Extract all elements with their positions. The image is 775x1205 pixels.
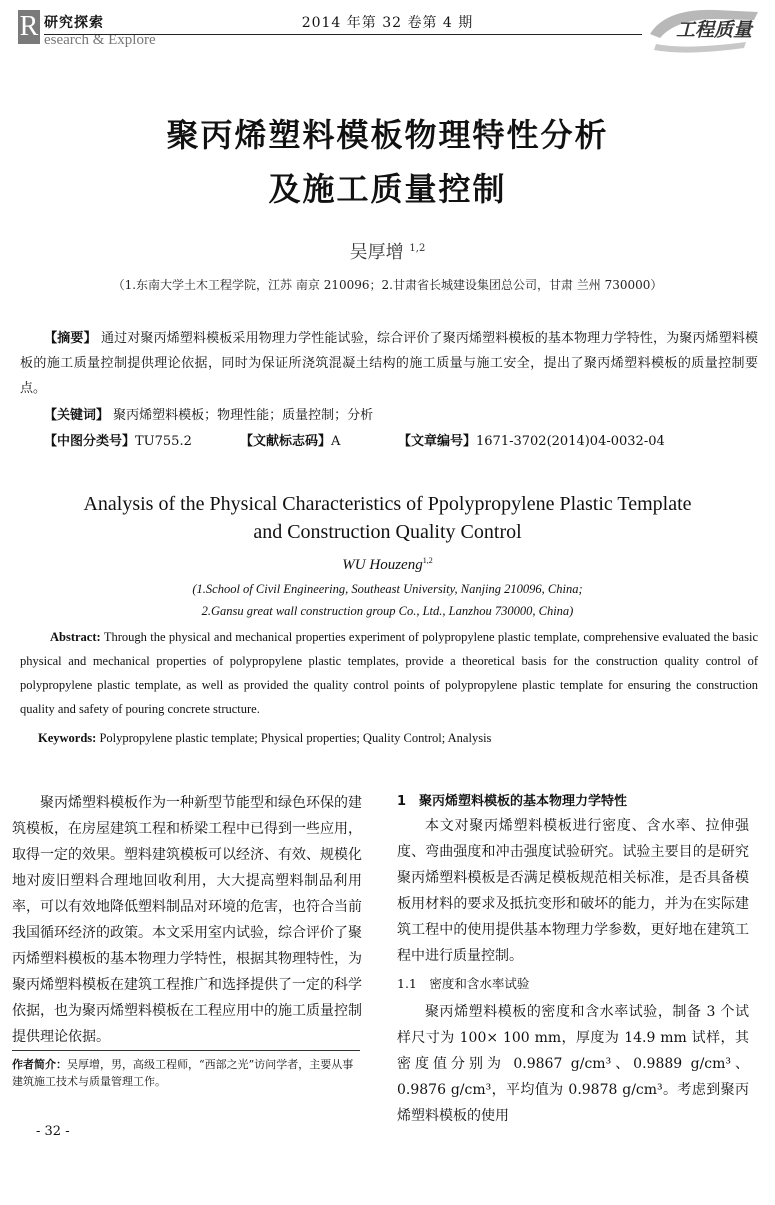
abstract-label: 【摘要】 bbox=[44, 331, 97, 346]
title-line-1: 聚丙烯塑料模板物理特性分析 bbox=[166, 116, 609, 154]
abstract-text: 通过对聚丙烯塑料模板采用物理力学性能试验，综合评价了聚丙烯塑料模板的基本物理力学特性，为聚丙烯塑料模板的施工质量控制提供理论依据，同时为保证所浇筑混凝土结构的施工质量与施工安全，提出了聚丙烯塑料模板的质量控制要点。 bbox=[20, 331, 758, 396]
en-affil-line-2: 2.Gansu great wall construction group Co., Ltd., Lanzhou 730000, China) bbox=[201, 604, 574, 618]
en-keywords-label: Keywords: bbox=[38, 731, 97, 745]
classification-label: 【中图分类号】 bbox=[44, 434, 136, 449]
section-heading-1: 1 聚丙烯塑料模板的基本物理力学特性 bbox=[397, 794, 628, 809]
subsection-1-1-paragraph: 聚丙烯塑料模板的密度和含水率试验，制备 3 个试样尺寸为 100× 100 mm，厚度为 14.9 mm 试样，其密度值分别为 0.9867 g/cm³、0.9889 g/cm³、0.9876 g/cm³，平均值为 0.9878 g/cm³。考虑到聚丙烯塑料模板的使用 bbox=[397, 1004, 749, 1124]
page-number: - 32 - bbox=[36, 1124, 70, 1139]
en-affil-line-1: (1.School of Civil Engineering, Southeast University, Nanjing 210096, China; bbox=[192, 582, 583, 596]
section-letter: R bbox=[19, 11, 39, 42]
body-right-column bbox=[397, 790, 749, 1129]
en-abstract-label: Abstract: bbox=[50, 630, 101, 644]
author bbox=[0, 238, 775, 264]
en-author-name: WU Houzeng bbox=[342, 557, 423, 573]
section-title-en: esearch & Explore bbox=[44, 32, 156, 48]
issue-info: 2014 年第 32 卷第 4 期 bbox=[301, 15, 474, 31]
author-footnote bbox=[12, 1056, 362, 1090]
body-left-column bbox=[12, 790, 362, 1050]
en-abstract-text: Through the physical and mechanical properties experiment of polypropylene plastic template, comprehensive evaluated the basic physical and mechanical properties of polypropylene plastic templates, provide a theoretical basis for the construction quality control of polypropylene plastic template, as well as provided the quality control points of polypropylene plastic template for ensuring the construction quality and safety of pouring concrete structure. bbox=[20, 630, 758, 716]
author-affil-sup: 1,2 bbox=[409, 243, 426, 254]
journal-logo bbox=[646, 4, 762, 54]
document-code bbox=[240, 430, 340, 449]
keywords-label: 【关键词】 bbox=[44, 408, 110, 423]
english-keywords bbox=[38, 731, 491, 746]
keywords-cn bbox=[44, 404, 373, 423]
english-author bbox=[0, 556, 775, 574]
subsection-heading-1-1: 1.1 密度和含水率试验 bbox=[397, 976, 530, 991]
footnote-label: 作者简介： bbox=[12, 1058, 67, 1071]
english-abstract bbox=[20, 625, 758, 721]
article-number bbox=[398, 430, 665, 449]
section-title-cn: 研究探索 bbox=[44, 15, 104, 31]
english-affiliation bbox=[0, 578, 775, 622]
footnote-text: 吴厚增，男，高级工程师，“西部之光”访问学者，主要从事建筑施工技术与质量管理工作。 bbox=[12, 1058, 354, 1088]
author-name: 吴厚增 bbox=[349, 242, 404, 263]
classification-number bbox=[44, 430, 192, 449]
intro-paragraph: 聚丙烯塑料模板作为一种新型节能型和绿色环保的建筑模板，在房屋建筑工程和桥梁工程中已得到一些应用，取得一定的效果。塑料建筑模板可以经济、有效、规模化地对废旧塑料合理地回收利用，大大提高塑料制品利用率，可以有效地降低塑料制品对环境的危害，也符合当前我国循环经济的政策。本文采用室内试验，综合评价了聚丙烯塑料模板的基本物理力学特性，根据其物理特性，为聚丙烯塑料模板在建筑工程推广和选择提供了一定的科学依据，也为聚丙烯塑料模板在工程应用中的施工质量控制提供理论依据。 bbox=[12, 795, 362, 1045]
en-title-line-2: and Construction Quality Control bbox=[253, 521, 522, 543]
en-keywords-text: Polypropylene plastic template; Physical properties; Quality Control; Analysis bbox=[99, 731, 492, 745]
paper-title bbox=[0, 108, 775, 216]
en-author-sup: 1,2 bbox=[422, 556, 433, 565]
article-no-label: 【文章编号】 bbox=[398, 434, 477, 449]
article-no-value: 1671-3702(2014)04-0032-04 bbox=[476, 434, 665, 449]
abstract-cn bbox=[20, 326, 758, 401]
keywords-text: 聚丙烯塑料模板；物理性能；质量控制；分析 bbox=[113, 408, 374, 423]
section-1-paragraph: 本文对聚丙烯塑料模板进行密度、含水率、拉伸强度、弯曲强度和冲击强度试验研究。试验主要目的是研究聚丙烯塑料模板是否满足模板规范相关标准，是否具备模板用材料的要求及抵抗变形和破坏的能力，并为在实际建筑工程中的使用提供基本物理力学参数，更好地在建筑工程中进行质量控制。 bbox=[397, 818, 749, 964]
affiliation: （1.东南大学土木工程学院，江苏 南京 210096；2.甘肃省长城建设集团总公司，甘肃 兰州 730000） bbox=[112, 278, 663, 292]
header-rule bbox=[44, 34, 642, 35]
doc-code-label: 【文献标志码】 bbox=[240, 434, 332, 449]
classification-value: TU755.2 bbox=[135, 434, 192, 449]
title-line-2: 及施工质量控制 bbox=[268, 170, 507, 208]
en-title-line-1: Analysis of the Physical Characteristics of Ppolypropylene Plastic Template bbox=[83, 493, 692, 515]
english-title bbox=[0, 490, 775, 546]
logo-text: 工程质量 bbox=[676, 19, 753, 41]
footnote-rule bbox=[12, 1050, 360, 1051]
doc-code-value: A bbox=[331, 434, 341, 449]
